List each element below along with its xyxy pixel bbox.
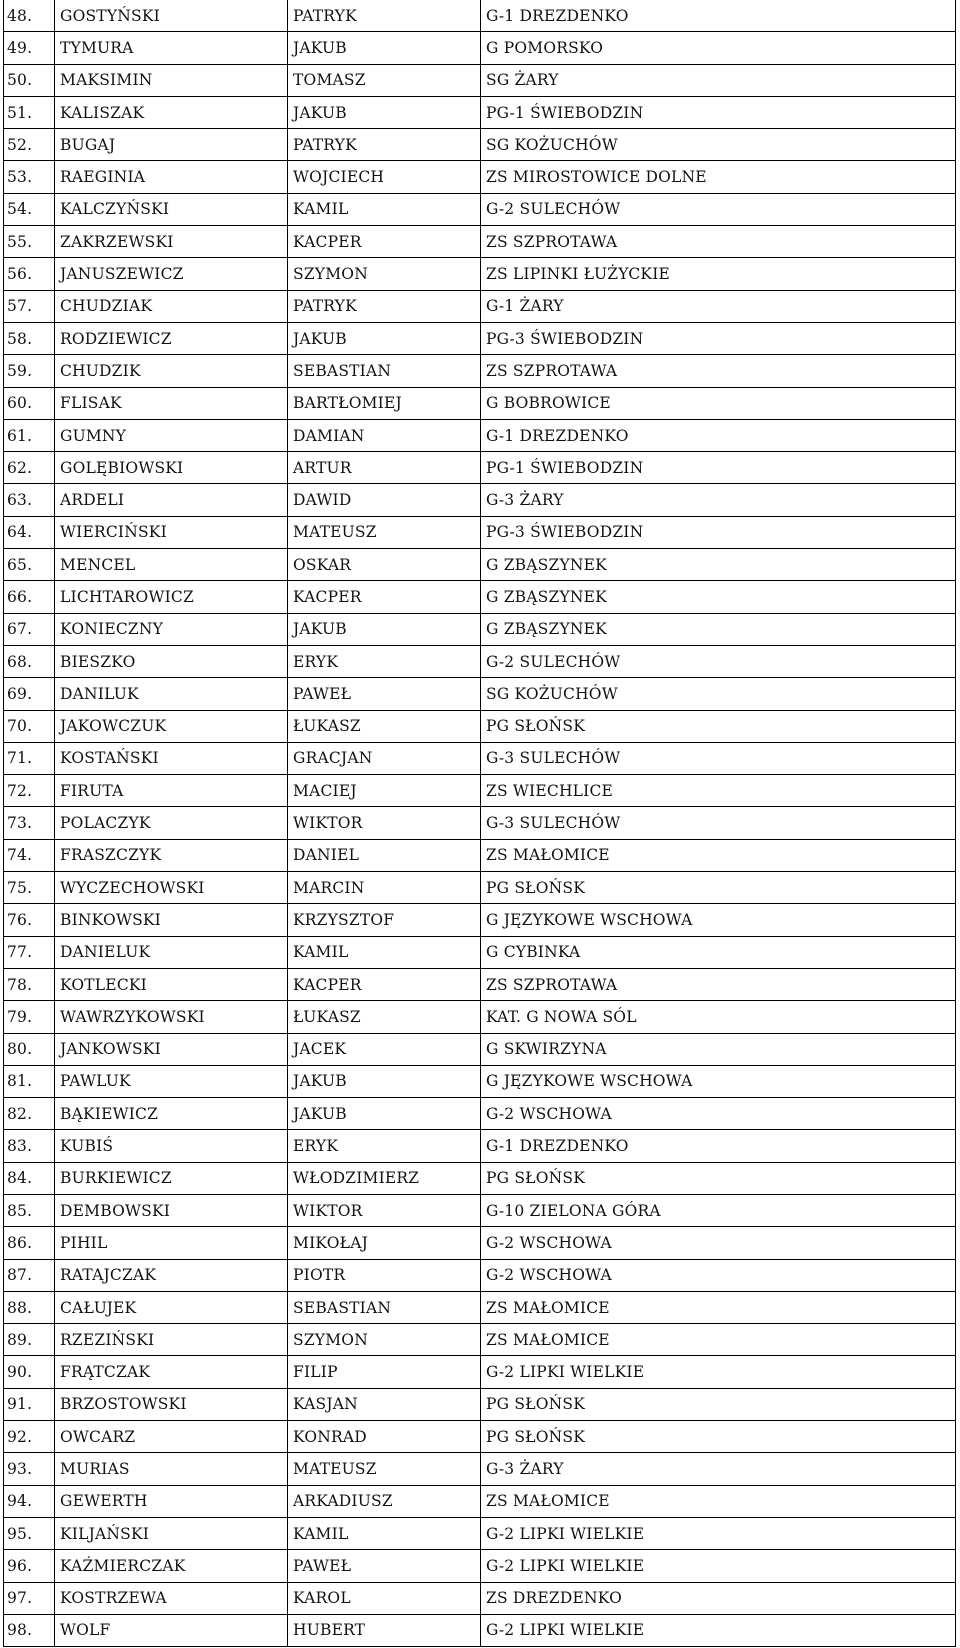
surname-cell: POLACZYK — [55, 807, 288, 839]
row-number-cell: 62. — [4, 452, 55, 484]
table-row — [4, 807, 956, 839]
school-cell: G JĘZYKOWE WSCHOWA — [481, 1065, 956, 1097]
school-cell: PG SŁOŃSK — [481, 1388, 956, 1420]
first-name-cell: HUBERT — [288, 1614, 481, 1646]
row-number-cell: 52. — [4, 129, 55, 161]
row-number-cell: 61. — [4, 419, 55, 451]
surname-cell: GOLĘBIOWSKI — [55, 452, 288, 484]
row-number-cell: 54. — [4, 193, 55, 225]
table-row — [4, 1098, 956, 1130]
first-name-cell: JAKUB — [288, 32, 481, 64]
table-row — [4, 1485, 956, 1517]
school-cell: ZS DREZDENKO — [481, 1582, 956, 1614]
surname-cell: BĄKIEWICZ — [55, 1098, 288, 1130]
first-name-cell: ARKADIUSZ — [288, 1485, 481, 1517]
surname-cell: RAEGINIA — [55, 161, 288, 193]
row-number-cell: 65. — [4, 549, 55, 581]
first-name-cell: MARCIN — [288, 872, 481, 904]
first-name-cell: JAKUB — [288, 322, 481, 354]
table-row — [4, 872, 956, 904]
surname-cell: BUGAJ — [55, 129, 288, 161]
surname-cell: JANUSZEWICZ — [55, 258, 288, 290]
school-cell: ZS SZPROTAWA — [481, 355, 956, 387]
table-row — [4, 1388, 956, 1420]
row-number-cell: 87. — [4, 1259, 55, 1291]
table-row — [4, 968, 956, 1000]
surname-cell: PIHIL — [55, 1227, 288, 1259]
table-row — [4, 1453, 956, 1485]
first-name-cell: MIKOŁAJ — [288, 1227, 481, 1259]
surname-cell: MENCEL — [55, 549, 288, 581]
first-name-cell: FILIP — [288, 1356, 481, 1388]
table-row — [4, 742, 956, 774]
table-row — [4, 1033, 956, 1065]
table-row — [4, 710, 956, 742]
school-cell: PG SŁOŃSK — [481, 710, 956, 742]
surname-cell: CHUDZIAK — [55, 290, 288, 322]
table-row — [4, 1356, 956, 1388]
row-number-cell: 78. — [4, 968, 55, 1000]
first-name-cell: JAKUB — [288, 1098, 481, 1130]
surname-cell: RZEZIŃSKI — [55, 1324, 288, 1356]
surname-cell: MURIAS — [55, 1453, 288, 1485]
first-name-cell: JAKUB — [288, 96, 481, 128]
row-number-cell: 58. — [4, 322, 55, 354]
school-cell: ZS MIROSTOWICE DOLNE — [481, 161, 956, 193]
first-name-cell: KAROL — [288, 1582, 481, 1614]
school-cell: G-2 LIPKI WIELKIE — [481, 1356, 956, 1388]
surname-cell: LICHTAROWICZ — [55, 581, 288, 613]
first-name-cell: ARTUR — [288, 452, 481, 484]
row-number-cell: 76. — [4, 904, 55, 936]
row-number-cell: 93. — [4, 1453, 55, 1485]
school-cell: G-2 WSCHOWA — [481, 1227, 956, 1259]
school-cell: G-2 WSCHOWA — [481, 1259, 956, 1291]
surname-cell: CAŁUJEK — [55, 1291, 288, 1323]
surname-cell: WAWRZYKOWSKI — [55, 1001, 288, 1033]
surname-cell: DANIELUK — [55, 936, 288, 968]
surname-cell: DEMBOWSKI — [55, 1194, 288, 1226]
table-row — [4, 613, 956, 645]
row-number-cell: 53. — [4, 161, 55, 193]
table-row — [4, 355, 956, 387]
surname-cell: MAKSIMIN — [55, 64, 288, 96]
table-row — [4, 839, 956, 871]
table-row — [4, 516, 956, 548]
surname-cell: KALCZYŃSKI — [55, 193, 288, 225]
surname-cell: WIERCIŃSKI — [55, 516, 288, 548]
row-number-cell: 88. — [4, 1291, 55, 1323]
school-cell: G JĘZYKOWE WSCHOWA — [481, 904, 956, 936]
first-name-cell: PAWEŁ — [288, 1550, 481, 1582]
surname-cell: DANILUK — [55, 678, 288, 710]
row-number-cell: 74. — [4, 839, 55, 871]
table-row — [4, 1130, 956, 1162]
row-number-cell: 57. — [4, 290, 55, 322]
surname-cell: RODZIEWICZ — [55, 322, 288, 354]
school-cell: G-2 LIPKI WIELKIE — [481, 1517, 956, 1549]
school-cell: G-1 DREZDENKO — [481, 419, 956, 451]
surname-cell: KAŹMIERCZAK — [55, 1550, 288, 1582]
first-name-cell: ŁUKASZ — [288, 1001, 481, 1033]
first-name-cell: KRZYSZTOF — [288, 904, 481, 936]
results-table — [3, 0, 956, 1647]
surname-cell: KONIECZNY — [55, 613, 288, 645]
row-number-cell: 48. — [4, 0, 55, 32]
school-cell: ZS SZPROTAWA — [481, 226, 956, 258]
surname-cell: CHUDZIK — [55, 355, 288, 387]
school-cell: KAT. G NOWA SÓL — [481, 1001, 956, 1033]
table-row — [4, 1227, 956, 1259]
surname-cell: OWCARZ — [55, 1421, 288, 1453]
row-number-cell: 51. — [4, 96, 55, 128]
school-cell: PG SŁOŃSK — [481, 872, 956, 904]
first-name-cell: SZYMON — [288, 258, 481, 290]
row-number-cell: 84. — [4, 1162, 55, 1194]
surname-cell: BIESZKO — [55, 645, 288, 677]
first-name-cell: KACPER — [288, 581, 481, 613]
surname-cell: JAKOWCZUK — [55, 710, 288, 742]
school-cell: PG-1 ŚWIEBODZIN — [481, 96, 956, 128]
school-cell: PG SŁOŃSK — [481, 1162, 956, 1194]
school-cell: ZS MAŁOMICE — [481, 1485, 956, 1517]
first-name-cell: MACIEJ — [288, 775, 481, 807]
row-number-cell: 67. — [4, 613, 55, 645]
table-row — [4, 452, 956, 484]
table-row — [4, 322, 956, 354]
surname-cell: FLISAK — [55, 387, 288, 419]
table-row — [4, 64, 956, 96]
row-number-cell: 96. — [4, 1550, 55, 1582]
table-row — [4, 0, 956, 32]
surname-cell: TYMURA — [55, 32, 288, 64]
surname-cell: BINKOWSKI — [55, 904, 288, 936]
table-row — [4, 1614, 956, 1646]
table-row — [4, 1001, 956, 1033]
surname-cell: KUBIŚ — [55, 1130, 288, 1162]
surname-cell: KALISZAK — [55, 96, 288, 128]
surname-cell: WOLF — [55, 1614, 288, 1646]
row-number-cell: 56. — [4, 258, 55, 290]
table-row — [4, 581, 956, 613]
surname-cell: RATAJCZAK — [55, 1259, 288, 1291]
first-name-cell: WŁODZIMIERZ — [288, 1162, 481, 1194]
school-cell: PG-3 ŚWIEBODZIN — [481, 516, 956, 548]
school-cell: ZS MAŁOMICE — [481, 1324, 956, 1356]
table-row — [4, 290, 956, 322]
first-name-cell: TOMASZ — [288, 64, 481, 96]
table-row — [4, 129, 956, 161]
school-cell: SG ŻARY — [481, 64, 956, 96]
first-name-cell: KAMIL — [288, 1517, 481, 1549]
first-name-cell: KASJAN — [288, 1388, 481, 1420]
school-cell: G CYBINKA — [481, 936, 956, 968]
table-row — [4, 484, 956, 516]
row-number-cell: 98. — [4, 1614, 55, 1646]
first-name-cell: DAWID — [288, 484, 481, 516]
table-row — [4, 678, 956, 710]
school-cell: PG-1 ŚWIEBODZIN — [481, 452, 956, 484]
row-number-cell: 97. — [4, 1582, 55, 1614]
results-sheet — [3, 0, 955, 1647]
school-cell: ZS MAŁOMICE — [481, 1291, 956, 1323]
row-number-cell: 49. — [4, 32, 55, 64]
school-cell: G-2 SULECHÓW — [481, 645, 956, 677]
table-row — [4, 549, 956, 581]
table-row — [4, 645, 956, 677]
school-cell: G ZBĄSZYNEK — [481, 581, 956, 613]
row-number-cell: 66. — [4, 581, 55, 613]
first-name-cell: DAMIAN — [288, 419, 481, 451]
row-number-cell: 71. — [4, 742, 55, 774]
row-number-cell: 83. — [4, 1130, 55, 1162]
first-name-cell: OSKAR — [288, 549, 481, 581]
surname-cell: FRĄTCZAK — [55, 1356, 288, 1388]
table-row — [4, 1194, 956, 1226]
row-number-cell: 95. — [4, 1517, 55, 1549]
row-number-cell: 55. — [4, 226, 55, 258]
school-cell: G-1 DREZDENKO — [481, 1130, 956, 1162]
first-name-cell: KACPER — [288, 226, 481, 258]
table-row — [4, 1550, 956, 1582]
row-number-cell: 92. — [4, 1421, 55, 1453]
surname-cell: FIRUTA — [55, 775, 288, 807]
first-name-cell: ERYK — [288, 1130, 481, 1162]
school-cell: G-3 ŻARY — [481, 484, 956, 516]
school-cell: G-3 SULECHÓW — [481, 807, 956, 839]
surname-cell: KILJAŃSKI — [55, 1517, 288, 1549]
school-cell: G POMORSKO — [481, 32, 956, 64]
table-row — [4, 1065, 956, 1097]
school-cell: G-2 LIPKI WIELKIE — [481, 1614, 956, 1646]
surname-cell: FRASZCZYK — [55, 839, 288, 871]
first-name-cell: ERYK — [288, 645, 481, 677]
table-row — [4, 226, 956, 258]
table-row — [4, 1582, 956, 1614]
school-cell: SG KOŻUCHÓW — [481, 129, 956, 161]
first-name-cell: WOJCIECH — [288, 161, 481, 193]
first-name-cell: PIOTR — [288, 1259, 481, 1291]
surname-cell: KOSTRZEWA — [55, 1582, 288, 1614]
row-number-cell: 86. — [4, 1227, 55, 1259]
school-cell: G-2 LIPKI WIELKIE — [481, 1550, 956, 1582]
row-number-cell: 73. — [4, 807, 55, 839]
table-row — [4, 1259, 956, 1291]
surname-cell: KOSTAŃSKI — [55, 742, 288, 774]
surname-cell: GUMNY — [55, 419, 288, 451]
school-cell: ZS WIECHLICE — [481, 775, 956, 807]
table-row — [4, 387, 956, 419]
first-name-cell: JACEK — [288, 1033, 481, 1065]
first-name-cell: WIKTOR — [288, 807, 481, 839]
school-cell: G-3 SULECHÓW — [481, 742, 956, 774]
row-number-cell: 50. — [4, 64, 55, 96]
school-cell: G-1 ŻARY — [481, 290, 956, 322]
surname-cell: ZAKRZEWSKI — [55, 226, 288, 258]
table-row — [4, 936, 956, 968]
table-row — [4, 1324, 956, 1356]
row-number-cell: 77. — [4, 936, 55, 968]
school-cell: G-2 SULECHÓW — [481, 193, 956, 225]
school-cell: PG SŁOŃSK — [481, 1421, 956, 1453]
first-name-cell: SEBASTIAN — [288, 355, 481, 387]
row-number-cell: 69. — [4, 678, 55, 710]
surname-cell: JANKOWSKI — [55, 1033, 288, 1065]
school-cell: PG-3 ŚWIEBODZIN — [481, 322, 956, 354]
first-name-cell: JAKUB — [288, 1065, 481, 1097]
surname-cell: PAWLUK — [55, 1065, 288, 1097]
surname-cell: WYCZECHOWSKI — [55, 872, 288, 904]
row-number-cell: 79. — [4, 1001, 55, 1033]
surname-cell: BURKIEWICZ — [55, 1162, 288, 1194]
table-row — [4, 161, 956, 193]
school-cell: SG KOŻUCHÓW — [481, 678, 956, 710]
first-name-cell: BARTŁOMIEJ — [288, 387, 481, 419]
table-row — [4, 1291, 956, 1323]
table-row — [4, 1421, 956, 1453]
results-table-body — [4, 0, 956, 1647]
table-row — [4, 193, 956, 225]
row-number-cell: 94. — [4, 1485, 55, 1517]
row-number-cell: 91. — [4, 1388, 55, 1420]
surname-cell: KOTLECKI — [55, 968, 288, 1000]
table-row — [4, 419, 956, 451]
first-name-cell: WIKTOR — [288, 1194, 481, 1226]
table-row — [4, 775, 956, 807]
first-name-cell: PATRYK — [288, 290, 481, 322]
table-row — [4, 1517, 956, 1549]
row-number-cell: 82. — [4, 1098, 55, 1130]
school-cell: G-1 DREZDENKO — [481, 0, 956, 32]
school-cell: G SKWIRZYNA — [481, 1033, 956, 1065]
first-name-cell: MATEUSZ — [288, 516, 481, 548]
row-number-cell: 89. — [4, 1324, 55, 1356]
row-number-cell: 64. — [4, 516, 55, 548]
school-cell: G-10 ZIELONA GÓRA — [481, 1194, 956, 1226]
school-cell: G-2 WSCHOWA — [481, 1098, 956, 1130]
table-row — [4, 258, 956, 290]
row-number-cell: 68. — [4, 645, 55, 677]
table-row — [4, 1162, 956, 1194]
first-name-cell: KAMIL — [288, 936, 481, 968]
first-name-cell: KONRAD — [288, 1421, 481, 1453]
first-name-cell: JAKUB — [288, 613, 481, 645]
first-name-cell: ŁUKASZ — [288, 710, 481, 742]
row-number-cell: 60. — [4, 387, 55, 419]
surname-cell: GEWERTH — [55, 1485, 288, 1517]
row-number-cell: 70. — [4, 710, 55, 742]
surname-cell: GOSTYŃSKI — [55, 0, 288, 32]
row-number-cell: 80. — [4, 1033, 55, 1065]
surname-cell: ARDELI — [55, 484, 288, 516]
first-name-cell: PAWEŁ — [288, 678, 481, 710]
first-name-cell: PATRYK — [288, 0, 481, 32]
first-name-cell: PATRYK — [288, 129, 481, 161]
school-cell: ZS LIPINKI ŁUŻYCKIE — [481, 258, 956, 290]
surname-cell: BRZOSTOWSKI — [55, 1388, 288, 1420]
school-cell: G-3 ŻARY — [481, 1453, 956, 1485]
table-row — [4, 904, 956, 936]
row-number-cell: 90. — [4, 1356, 55, 1388]
row-number-cell: 85. — [4, 1194, 55, 1226]
first-name-cell: MATEUSZ — [288, 1453, 481, 1485]
row-number-cell: 81. — [4, 1065, 55, 1097]
first-name-cell: SZYMON — [288, 1324, 481, 1356]
first-name-cell: DANIEL — [288, 839, 481, 871]
first-name-cell: SEBASTIAN — [288, 1291, 481, 1323]
first-name-cell: KAMIL — [288, 193, 481, 225]
row-number-cell: 63. — [4, 484, 55, 516]
table-row — [4, 96, 956, 128]
row-number-cell: 59. — [4, 355, 55, 387]
school-cell: ZS SZPROTAWA — [481, 968, 956, 1000]
first-name-cell: GRACJAN — [288, 742, 481, 774]
school-cell: G BOBROWICE — [481, 387, 956, 419]
school-cell: G ZBĄSZYNEK — [481, 613, 956, 645]
first-name-cell: KACPER — [288, 968, 481, 1000]
table-row — [4, 32, 956, 64]
row-number-cell: 75. — [4, 872, 55, 904]
row-number-cell: 72. — [4, 775, 55, 807]
school-cell: G ZBĄSZYNEK — [481, 549, 956, 581]
school-cell: ZS MAŁOMICE — [481, 839, 956, 871]
